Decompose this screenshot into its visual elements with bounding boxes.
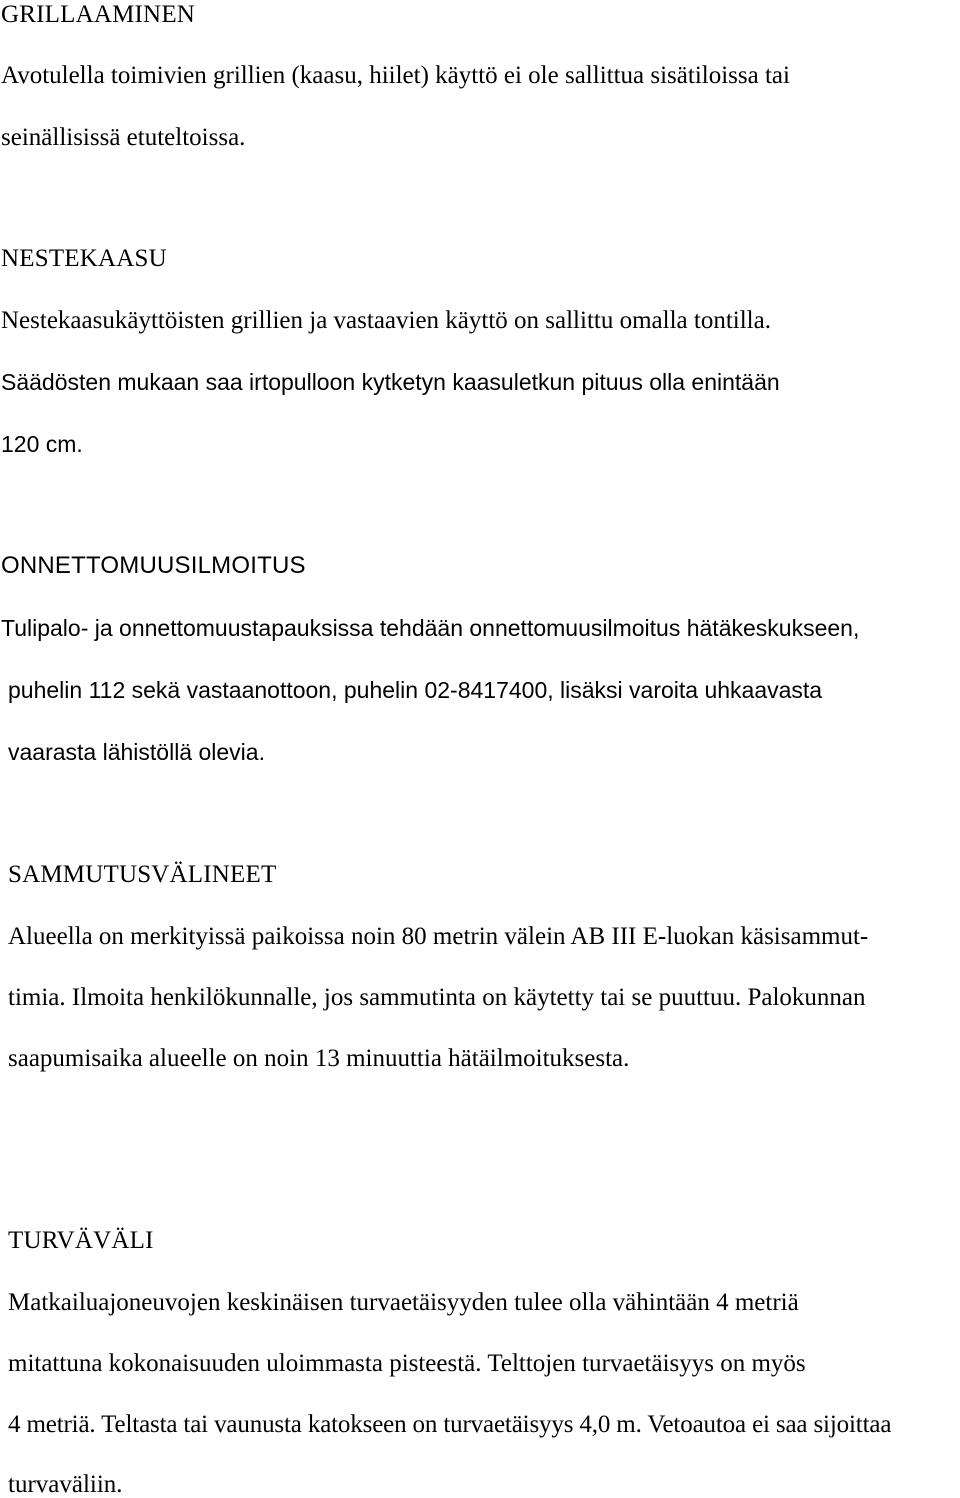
paragraph-line: Avotulella toimivien grillien (kaasu, hiilet) käyttö ei ole sallittua sisätiloissa tai <box>1 62 790 89</box>
paragraph-line: Säädösten mukaan saa irtopulloon kytketyn kaasuletkun pituus olla enintään <box>1 369 780 395</box>
section-heading: TURVÄVÄLI <box>8 1227 154 1254</box>
paragraph-line: timia. Ilmoita henkilökunnalle, jos sammutinta on käytetty tai se puuttuu. Palokunnan <box>8 984 866 1011</box>
paragraph-line: 120 cm. <box>1 431 83 457</box>
section-heading: NESTEKAASU <box>1 245 167 272</box>
paragraph-line: mitattuna kokonaisuuden uloimmasta pisteestä. Telttojen turvaetäisyys on myös <box>8 1350 806 1377</box>
section-heading: SAMMUTUSVÄLINEET <box>8 861 277 888</box>
section-heading: GRILLAAMINEN <box>1 1 196 28</box>
paragraph-line: 4 metriä. Teltasta tai vaunusta katokseen on turvaetäisyys 4,0 m. Vetoautoa ei saa sijoittaa <box>8 1411 892 1438</box>
paragraph-line: turvaväliin. <box>8 1471 123 1498</box>
paragraph-line: Nestekaasukäyttöisten grillien ja vastaavien käyttö on sallittu omalla tontilla. <box>1 307 771 334</box>
paragraph-line: Tulipalo- ja onnettomuustapauksissa tehdään onnettomuusilmoitus hätäkeskukseen, <box>1 615 860 641</box>
paragraph-line: puhelin 112 sekä vastaanottoon, puhelin 02-8417400, lisäksi varoita uhkaavasta <box>8 677 823 703</box>
paragraph-line: Alueella on merkityissä paikoissa noin 80 metrin välein AB III E-luokan käsisammut- <box>8 923 869 950</box>
paragraph-line: vaarasta lähistöllä olevia. <box>8 739 265 765</box>
paragraph-line: saapumisaika alueelle on noin 13 minuuttia hätäilmoituksesta. <box>8 1045 630 1072</box>
section-heading: ONNETTOMUUSILMOITUS <box>1 552 306 579</box>
paragraph-line: Matkailuajoneuvojen keskinäisen turvaetäisyyden tulee olla vähintään 4 metriä <box>8 1289 799 1316</box>
paragraph-line: seinällisissä etuteltoissa. <box>1 124 246 151</box>
